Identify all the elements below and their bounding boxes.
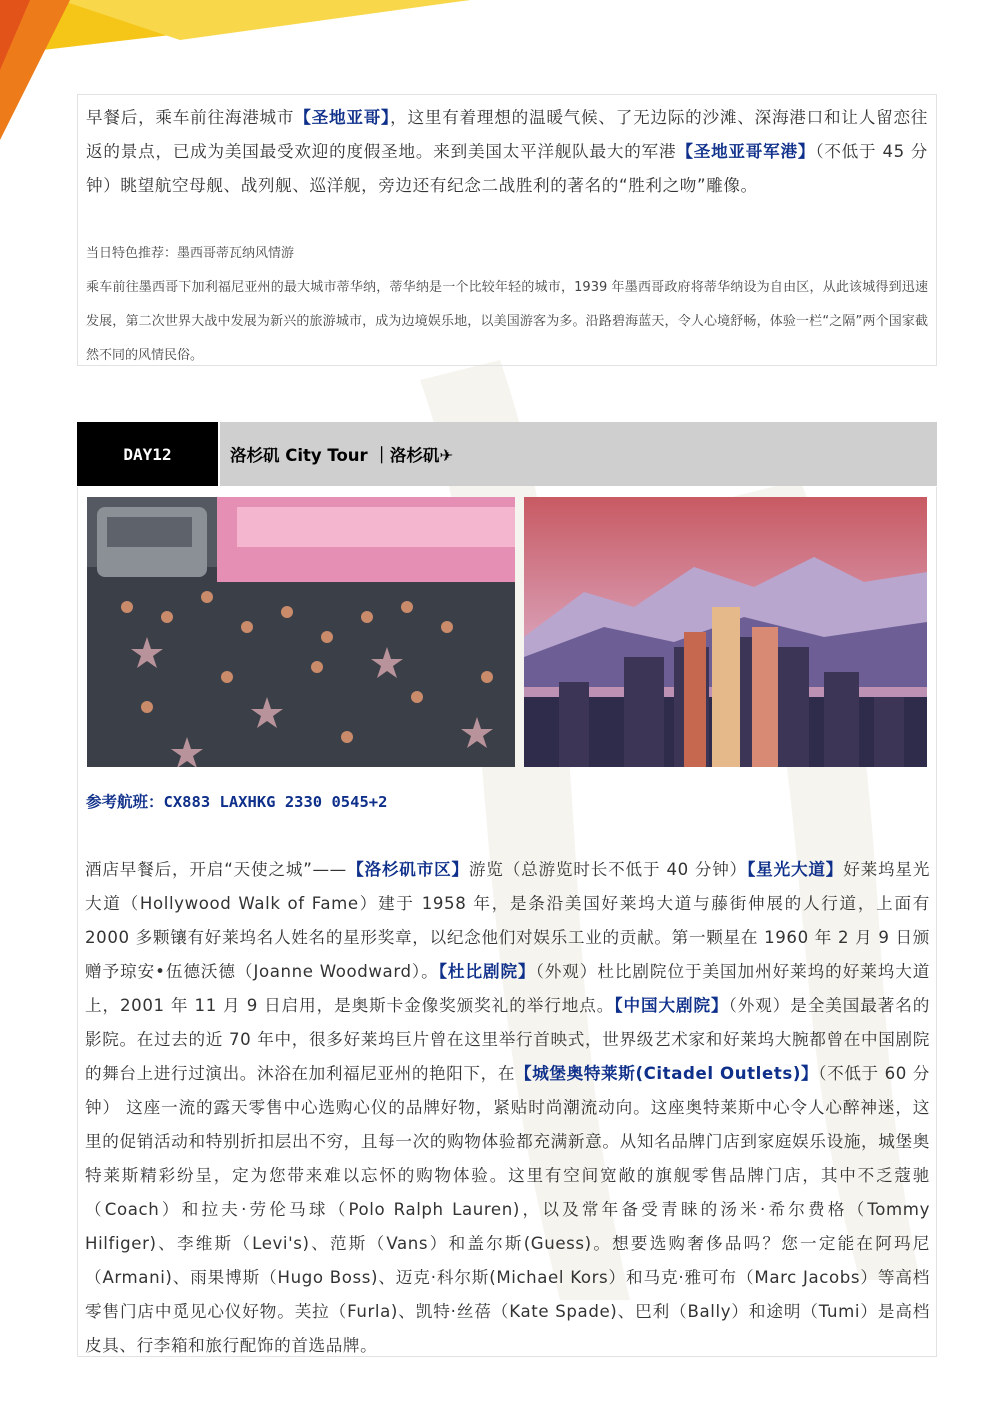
highlight-place-name: 【中国大剧院】 xyxy=(614,996,729,1015)
highlight-place-name: 【星光大道】 xyxy=(747,860,844,879)
recommendation-body: 乘车前往墨西哥下加利福尼亚州的最大城市蒂华纳，蒂华纳是一个比较年轻的城市，1939 年墨西哥政府将蒂华纳设为自由区，从此该城得到迅速发展，第二次世界大战中发展为新兴的旅游城市，成为边境娱乐地，以美国游客为多。沿路碧海蓝天，令人心境舒畅，体验一栏“之隔”两个国家截然不同的风情民俗。 xyxy=(86,280,928,363)
paragraph-text: （外观）是全美国最著名的影院。在过去的近 70 年中，很多好莱坞巨片曾在这里举行首映式，世界级艺术家和好莱坞大腕都曾在中国剧院的舞台上进行过演出。沐浴在加利福尼亚州的艳阳下，在 xyxy=(85,996,930,1083)
day-title: 洛杉矶 City Tour ｜洛杉矶✈ xyxy=(220,422,937,486)
paragraph-text: ，这里有着理想的温暖气候、了无边际的沙滩、深海港口和让人留恋往返的景点，已成为美国最受欢迎的度假圣地。来到美国太平洋舰队最大的军港 xyxy=(86,108,928,161)
day12-header xyxy=(77,422,937,486)
day11-paragraph xyxy=(86,101,928,203)
photo-walk-of-fame xyxy=(87,497,515,767)
photo-la-skyline xyxy=(524,497,927,767)
paragraph-text: （不低于 60 分钟） 这座一流的露天零售中心选购心仪的品牌好物，紧贴时尚潮流动向。这座奥特莱斯中心令人心醉神迷，这里的促销活动和特别折扣层出不穷，且每一次的购物体验都充满新意。从知名品牌门店到家庭娱乐设施，城堡奥特莱斯精彩纷呈，定为您带来难以忘怀的购物体验。这里有空间宽敞的旗舰零售品牌门店，其中不乏蔻驰（Coach）和拉夫·劳伦马球（Polo Ralph Lauren)，以及常年备受青睐的汤米·希尔费格（Tommy Hilfiger)、李维斯（Levi's)、范斯（Vans）和盖尔斯(Guess)。想要选购奢侈品吗？您一定能在阿玛尼（Armani)、雨果博斯（Hugo Boss)、迈克·科尔斯(Michael Kors）和马克·雅可布（Marc Jacobs）等高档零售门店中觅见心仪好物。芙拉（Furla)、凯特·丝蓓（Kate Spade)、巴利（Bally）和途明（Tumi）是高档皮具、行李箱和旅行配饰的首选品牌。 xyxy=(85,1064,930,1355)
highlight-place-name: 【杜比剧院】 xyxy=(438,962,536,981)
highlight-place-name: 【城堡奥特莱斯(Citadel Outlets)】 xyxy=(515,1064,819,1083)
paragraph-text: （外观）杜比剧院位于美国加州好莱坞的好莱坞大道上，2001 年 11 月 9 日启用，是奥斯卡金像奖颁奖礼的举行地点。 xyxy=(85,962,931,1015)
highlight-place-name: 【洛杉矶市区】 xyxy=(346,860,469,879)
highlight-place-name: 【圣地亚哥军港】 xyxy=(676,142,816,161)
day-label: DAY12 xyxy=(77,422,218,486)
day12-paragraph xyxy=(85,853,930,1363)
paragraph-text: 酒店早餐后，开启“天使之城”—— xyxy=(85,860,347,879)
recommendation-title: 当日特色推荐：墨西哥蒂瓦纳风情游 xyxy=(86,246,295,261)
paragraph-text: 早餐后，乘车前往海港城市 xyxy=(86,108,295,127)
paragraph-text: （不低于 45 分钟）眺望航空母舰、战列舰、巡洋舰，旁边还有纪念二战胜利的著名的“胜利之吻”雕像。 xyxy=(86,142,928,195)
paragraph-text: 好莱坞星光大道（Hollywood Walk of Fame）建于 1958 年，是条沿美国好莱坞大道与藤街伸展的人行道，上面有 2000 多颗镶有好莱坞名人姓名的星形奖章，以纪念他们对娱乐工业的贡献。第一颗星在 1960 年 2 月 9 日颁赠予琼安•伍德沃德（Joanne Woodward）。 xyxy=(85,860,931,981)
reference-flight: 参考航班：CX883 LAXHKG 2330 0545+2 xyxy=(86,793,388,811)
day11-content-box xyxy=(77,94,937,366)
paragraph-text: 游览（总游览时长不低于 40 分钟） xyxy=(468,860,748,879)
highlight-place-name: 【圣地亚哥】 xyxy=(294,108,391,127)
